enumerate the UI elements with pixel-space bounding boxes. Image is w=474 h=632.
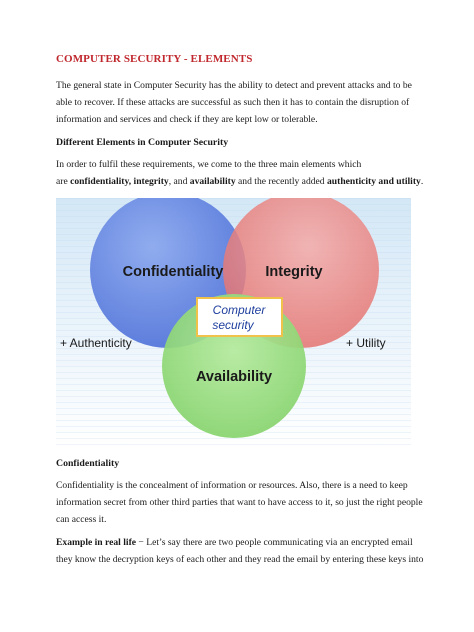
- requirements-line-1: In order to fulfil these requirements, we come to the three main elements which: [56, 159, 362, 170]
- requirements-are: are: [56, 176, 71, 187]
- center-label-line-2: security: [212, 318, 254, 332]
- confidentiality-paragraph: Confidentiality is the concealment of information or resources. Also, there is a need to keep information secret from other third parties that want to have access to it, so just the right people can access it.: [56, 480, 423, 525]
- cia-venn-diagram: [56, 198, 411, 446]
- integrity-label: Integrity: [265, 264, 323, 280]
- confidentiality-label: Confidentiality: [122, 264, 224, 280]
- requirements-bold-availability: availability: [189, 176, 236, 187]
- requirements-mid: and the recently added: [235, 176, 327, 187]
- intro-paragraph: The general state in Computer Security has the ability to detect and prevent attacks and to be able to recover. If these attacks are successful as such then it has to contain the disruption of information and services and check if they are kept low or tolerable.: [56, 80, 412, 125]
- requirements-and: , and: [168, 176, 190, 187]
- requirements-end: .: [420, 176, 424, 187]
- authenticity-label: + Authenticity: [60, 336, 132, 350]
- availability-label: Availability: [195, 369, 273, 385]
- example-paragraph: [56, 534, 428, 568]
- elements-heading: Different Elements in Computer Security: [56, 137, 229, 148]
- example-text: − Let’s say there are two people communicating via an encrypted email they know the decryption keys of each other and they read the email by entering these keys into: [56, 537, 424, 565]
- confidentiality-heading: Confidentiality: [56, 458, 120, 469]
- requirements-paragraph: [56, 156, 428, 190]
- requirements-bold-au: authenticity and utility: [327, 176, 421, 187]
- utility-label: + Utility: [346, 336, 386, 350]
- center-label-line-1: Computer: [212, 303, 266, 317]
- venn-svg: [56, 198, 411, 446]
- page-title: COMPUTER SECURITY - ELEMENTS: [56, 53, 253, 65]
- example-label: Example in real life: [56, 537, 137, 548]
- requirements-bold-ci: confidentiality, integrity: [70, 176, 169, 187]
